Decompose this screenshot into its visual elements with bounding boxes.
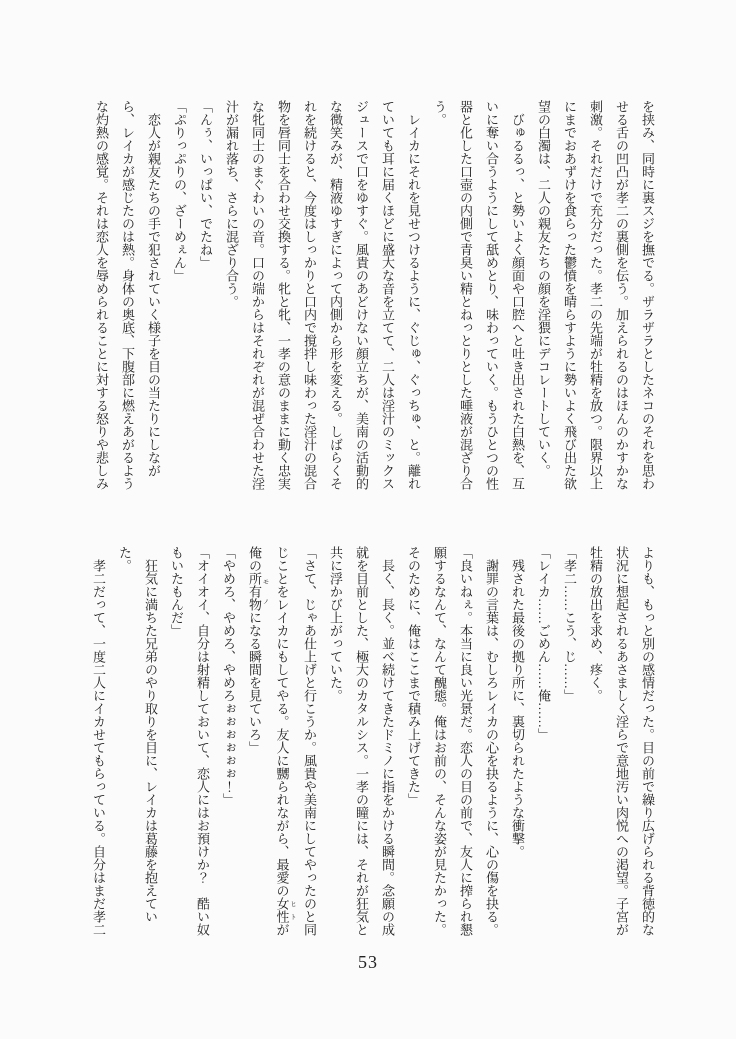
text-column: 器と化した口壺の内側で青臭い精とねっとりとした唾液が混ざり合 (458, 100, 473, 490)
text-column: 「オイオイ、自分は射精しておいて、恋人にはお預けか？ 酷い奴 (195, 546, 210, 936)
text-column: 願するなんて、なんて醜態。俺はお前の、そんな姿が見たかった。 (432, 546, 447, 936)
text-column: 「レイカ……ごめん……俺……」 (536, 546, 551, 741)
text-column: ら、レイカが感じたのは熱。身体の奥底、下腹部に燃えあがるよう (120, 100, 135, 490)
text-column: いに奪い合うようにして舐めとり、味わっていく。もうひとつの性 (484, 100, 499, 490)
page-number: 53 (358, 952, 378, 972)
text-column: う。 (432, 100, 447, 126)
text-column: 共に浮かび上がっていた。 (328, 546, 343, 702)
text-column: ていても耳に届くほどに盛大な音を立てて、二人は淫汁のミックス (380, 100, 395, 490)
text-column: じことをレイカにもしてやる。友人に嬲られながら、最愛の女性 ヒトが (274, 546, 296, 936)
text-column: にまでおあずけを食らった鬱憤を晴らすように勢いよく飛び出た欲 (562, 100, 577, 490)
ruby-annotated-word: 所有物 モノ (247, 572, 269, 611)
text-column: せる舌の凹凸が孝二の裏側を伝う。加えられるのはほんのかすかな (614, 100, 629, 490)
text-column: 恋人が親友たちの手で犯されていく様子を目の当たりにしなが (146, 100, 161, 477)
text-column: 謝罪の言葉は、むしろレイカの心を抉るように、心の傷を抉る。 (484, 546, 499, 936)
text-column: 孝二だって、一度二人にイカせてもらっている。自分はまだ孝二 (91, 546, 106, 936)
text-column: 「んぅ、いっぱい、でたね」 (198, 100, 213, 269)
bottom-text-block (85, 546, 660, 940)
text-column: な牝同士のまぐわいの音。口の端からはそれぞれが混ぜ合わせた淫 (250, 100, 265, 490)
text-column: な灼熱の感覚。それは恋人を辱められることに対する怒りや悲しみ (94, 100, 109, 490)
text-column: 就を目前とした、極大のカタルシス。一孝の瞳には、それが狂気と (354, 546, 369, 936)
text-column: 汁が漏れ落ち、さらに混ざり合う。 (224, 100, 239, 308)
text-column: ジュースで口をゆすぐ。風貴のあどけない顔立ちが、美南の活動的 (354, 100, 369, 490)
text-column: 状況に想起されるあさましく淫らで意地汚い肉悦への渇望。子宮が (614, 546, 629, 936)
ruby-annotated-word: 女性 ヒト (274, 897, 296, 923)
text-column: 「やめろ、やめろ、やめろぉぉぉぉぉぉ！」 (221, 546, 236, 806)
text-column: 「孝二……こう、じ……」 (562, 546, 577, 702)
text-column: 牡精の放出を求め、疼く。 (588, 546, 603, 702)
text-column: を挟み、同時に裏スジを撫でる。ザラザラとしたネコのそれを思わ (640, 100, 655, 490)
text-column: 「良いねぇ。本当に良い光景だ。恋人の目の前で、友人に搾られ懇 (458, 546, 473, 936)
text-column: 刺激。それだけで充分だった。孝二の先端が牡精を放つ。限界以上 (588, 100, 603, 490)
text-column: 狂気に満ちた兄弟のやり取りを目に、レイカは葛藤を抱えてい (143, 546, 158, 923)
text-column: そのために、俺はここまで積み上げてきた」 (406, 546, 421, 806)
top-text-block (88, 100, 660, 494)
text-column: 残された最後の拠り所に、裏切られたような衝撃。 (510, 546, 525, 858)
text-column: れを続けると、今度はしっかりと口内で撹拌し味わった淫汁の混合 (302, 100, 317, 490)
text-column: 望の白濁は、二人の親友たちの顔を淫猥にデコレートしていく。 (536, 100, 551, 477)
text-column: よりも、もっと別の感情だった。目の前で繰り広げられる背徳的な (640, 546, 655, 936)
text-column: 「さて、じゃあ仕上げと行こうか。風貴や美南にしてやったのと同 (302, 546, 317, 936)
text-column: 「ぷりっぷりの、ざーめぇん」 (172, 100, 187, 282)
text-column: な微笑みが、精液ゆすぎによって内側から形を変える。しばらくそ (328, 100, 343, 490)
text-column: 俺の所有物 モノになる瞬間を見ていろ」 (247, 546, 269, 754)
text-column: 物を唇同士を合わせ交換する。牝と牝、一孝の意のままに動く忠実 (276, 100, 291, 490)
text-column: もいたもんだ」 (169, 546, 184, 637)
text-column: びゅるるっ、と勢いよく顔面や口腔へと吐き出された白熱を、互 (510, 100, 525, 490)
text-column: レイカにそれを見せつけるように、ぐじゅ、ぐっちゅ、と。離れ (406, 100, 421, 490)
text-column: た。 (117, 546, 132, 572)
text-column: 長く、長く。並べ続けてきたドミノに指をかける瞬間。念願の成 (380, 546, 395, 936)
